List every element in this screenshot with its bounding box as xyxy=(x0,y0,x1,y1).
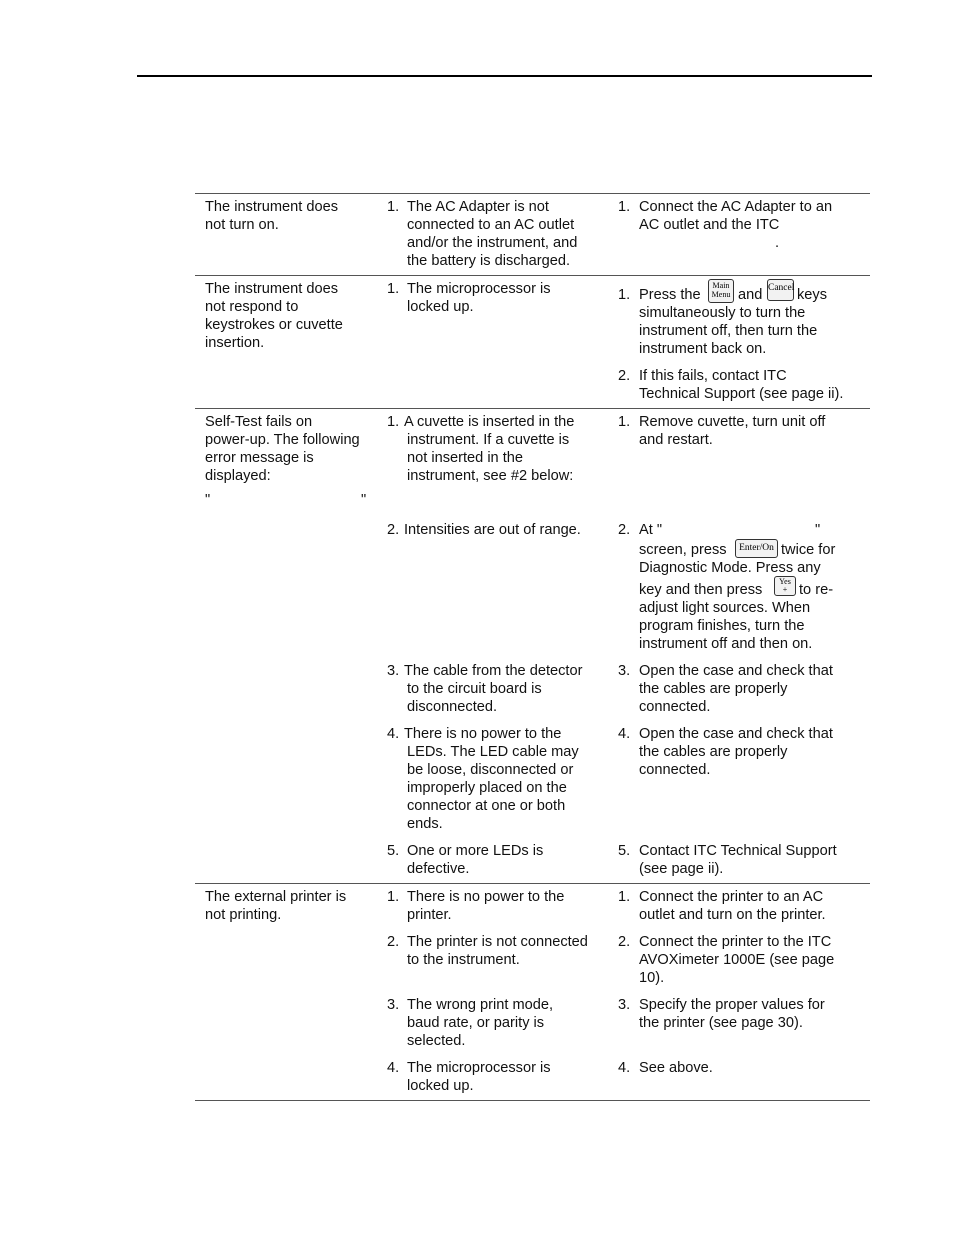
action-number: 1. xyxy=(618,199,631,215)
action-text: the printer (see page 30). xyxy=(639,1015,803,1031)
action-text: connected. xyxy=(639,699,711,715)
enter-on-key-icon: Enter/On xyxy=(735,539,778,558)
cause-text: locked up. xyxy=(407,299,474,315)
action-number: 3. xyxy=(618,663,631,679)
key-label: Yes xyxy=(779,577,791,586)
cause-text: be loose, disconnected or xyxy=(407,762,574,778)
action-number: 5. xyxy=(618,843,631,859)
action-text: Technical Support (see page ii). xyxy=(639,386,844,402)
action-text: AC outlet and the ITC xyxy=(639,217,780,233)
action-text: the cables are properly xyxy=(639,681,788,697)
action-text: AVOXimeter 1000E (see page xyxy=(639,952,835,968)
cause-text: printer. xyxy=(407,907,452,923)
key-label: Main xyxy=(712,281,730,290)
action-text: (see page ii). xyxy=(639,861,724,877)
key-label: + xyxy=(782,585,788,594)
cause-number: 5. xyxy=(387,843,400,859)
cause-number: 1. xyxy=(387,199,400,215)
action-text: and restart. xyxy=(639,432,713,448)
symptom-text: insertion. xyxy=(205,335,265,351)
cause-number: 2. xyxy=(387,522,400,538)
cause-text: ends. xyxy=(407,816,443,832)
cause-number: 1. xyxy=(387,281,400,297)
cause-text: disconnected. xyxy=(407,699,498,715)
action-text: Remove cuvette, turn unit off xyxy=(639,414,826,430)
row-divider xyxy=(195,275,870,276)
action-number: 1. xyxy=(618,414,631,430)
symptom-text: Self-Test fails on xyxy=(205,414,313,430)
action-number: 4. xyxy=(618,726,631,742)
action-text: screen, press xyxy=(639,542,727,558)
cause-text: The cable from the detector xyxy=(404,663,583,679)
cause-text: The AC Adapter is not xyxy=(407,199,549,215)
action-text: and xyxy=(738,287,763,303)
action-text: key and then press xyxy=(639,582,763,598)
symptom-text: error message is xyxy=(205,450,314,466)
cause-text: A cuvette is inserted in the xyxy=(404,414,575,430)
action-text: 10). xyxy=(639,970,665,986)
cause-number: 1. xyxy=(387,889,400,905)
cause-text: One or more LEDs is xyxy=(407,843,544,859)
key-label: Menu xyxy=(711,290,731,299)
cause-text: The microprocessor is xyxy=(407,1060,551,1076)
table-top-rule xyxy=(195,193,870,194)
header-rule xyxy=(137,75,872,77)
cause-text: There is no power to the xyxy=(407,889,565,905)
cause-number: 3. xyxy=(387,663,400,679)
action-text: Diagnostic Mode. Press any xyxy=(639,560,821,576)
cause-text: There is no power to the xyxy=(404,726,562,742)
cause-text: The printer is not connected xyxy=(407,934,588,950)
cause-text: to the instrument. xyxy=(407,952,520,968)
symptom-text: The instrument does xyxy=(205,199,339,215)
cancel-key-icon: Cancel xyxy=(767,279,794,301)
cause-number: 4. xyxy=(387,1060,400,1076)
cause-text: locked up. xyxy=(407,1078,474,1094)
action-text: Connect the printer to the ITC xyxy=(639,934,832,950)
symptom-text: displayed: xyxy=(205,468,271,484)
table-bottom-rule xyxy=(195,1100,870,1101)
action-text: Open the case and check that xyxy=(639,663,833,679)
symptom-text: keystrokes or cuvette xyxy=(205,317,343,333)
action-text: outlet and turn on the printer. xyxy=(639,907,826,923)
row-divider xyxy=(195,408,870,409)
cause-text: connected to an AC outlet xyxy=(407,217,575,233)
action-number: 1. xyxy=(618,287,631,303)
action-number: 2. xyxy=(618,522,631,538)
cause-text: The microprocessor is xyxy=(407,281,551,297)
action-number: 2. xyxy=(618,368,631,384)
cause-text: and/or the instrument, and xyxy=(407,235,578,251)
action-number: 4. xyxy=(618,1060,631,1076)
cause-text: instrument, see #2 below: xyxy=(407,468,574,484)
row-divider xyxy=(195,883,870,884)
cause-text: to the circuit board is xyxy=(407,681,542,697)
symptom-text: power-up. The following xyxy=(205,432,360,448)
cause-text: improperly placed on the xyxy=(407,780,567,796)
cause-number: 2. xyxy=(387,934,400,950)
action-text: twice for xyxy=(781,542,836,558)
cause-text: defective. xyxy=(407,861,470,877)
action-text: connected. xyxy=(639,762,711,778)
action-text: instrument back on. xyxy=(639,341,767,357)
symptom-text: The instrument does xyxy=(205,281,339,297)
yes-plus-key-icon xyxy=(774,576,796,596)
action-text: the cables are properly xyxy=(639,744,788,760)
cause-text: connector at one or both xyxy=(407,798,566,814)
cause-text: LEDs. The LED cable may xyxy=(407,744,579,760)
cause-text: selected. xyxy=(407,1033,466,1049)
action-text: instrument off and then on. xyxy=(639,636,813,652)
action-text: See above. xyxy=(639,1060,713,1076)
main-menu-key-icon xyxy=(708,279,734,303)
symptom-text: The external printer is xyxy=(205,889,347,905)
error-message-quote: " xyxy=(361,492,367,508)
action-number: 1. xyxy=(618,889,631,905)
action-text: Specify the proper values for xyxy=(639,997,825,1013)
symptom-text: not respond to xyxy=(205,299,299,315)
cause-text: instrument. If a cuvette is xyxy=(407,432,570,448)
action-text: adjust light sources. When xyxy=(639,600,811,616)
cause-text: not inserted in the xyxy=(407,450,524,466)
cause-text: The wrong print mode, xyxy=(407,997,554,1013)
action-text: program finishes, turn the xyxy=(639,618,805,634)
cause-number: 1. xyxy=(387,414,400,430)
action-text: Connect the printer to an AC xyxy=(639,889,824,905)
cause-text: the battery is discharged. xyxy=(407,253,571,269)
action-text: " xyxy=(815,522,821,538)
action-text: to re- xyxy=(799,582,834,598)
cause-number: 4. xyxy=(387,726,400,742)
action-text: At " xyxy=(639,522,663,538)
action-text: keys xyxy=(797,287,828,303)
action-text: . xyxy=(775,235,780,251)
cause-text: Intensities are out of range. xyxy=(404,522,581,538)
action-text: Press the xyxy=(639,287,701,303)
action-text: If this fails, contact ITC xyxy=(639,368,787,384)
action-text: Contact ITC Technical Support xyxy=(639,843,837,859)
action-text: simultaneously to turn the xyxy=(639,305,806,321)
cause-number: 3. xyxy=(387,997,400,1013)
action-text: Open the case and check that xyxy=(639,726,833,742)
symptom-text: not turn on. xyxy=(205,217,279,233)
symptom-text: not printing. xyxy=(205,907,282,923)
cause-text: baud rate, or parity is xyxy=(407,1015,545,1031)
action-text: instrument off, then turn the xyxy=(639,323,818,339)
action-number: 3. xyxy=(618,997,631,1013)
action-number: 2. xyxy=(618,934,631,950)
action-text: Connect the AC Adapter to an xyxy=(639,199,833,215)
error-message-quote: " xyxy=(205,492,211,508)
